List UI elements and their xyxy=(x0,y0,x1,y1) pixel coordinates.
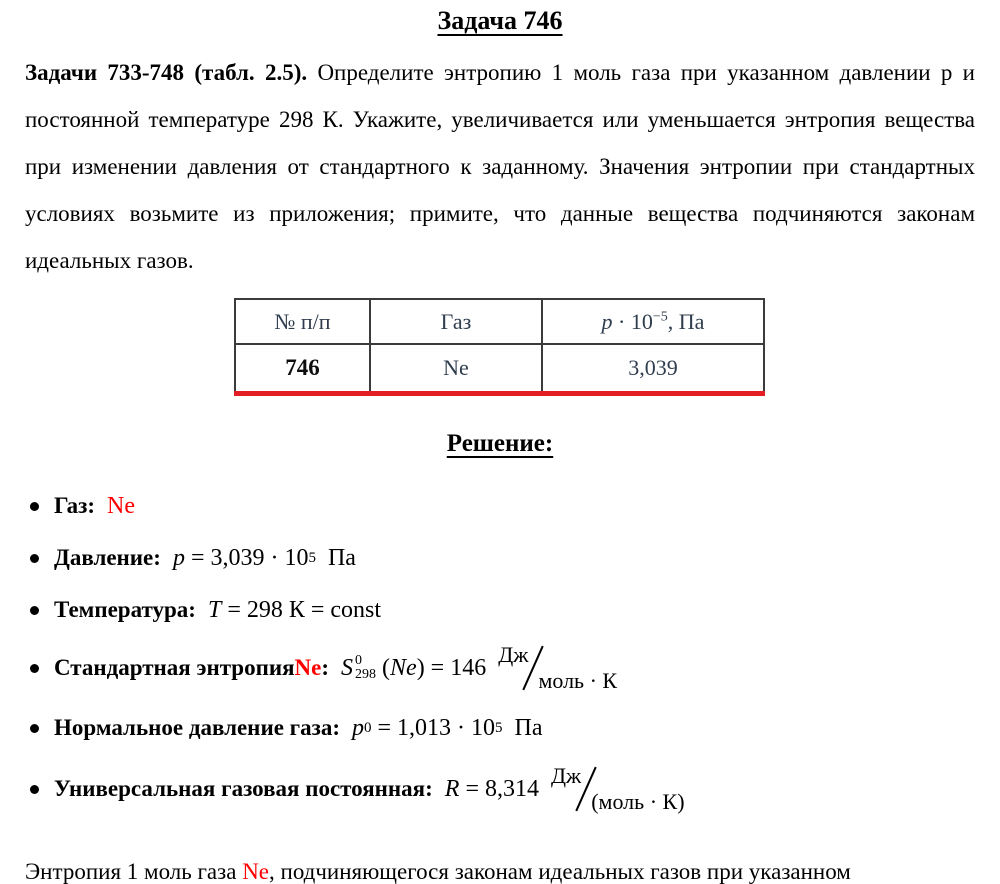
entropy-sub: 298 xyxy=(355,667,377,682)
entropy-colon: : xyxy=(321,655,330,680)
p-symbol: p xyxy=(172,544,185,571)
bullet-marker xyxy=(30,724,39,733)
normal-pressure-value: = 1,013 · 10 xyxy=(371,714,496,741)
footer-text-pre: Энтропия 1 моль газа xyxy=(25,859,243,884)
pressure-unit: , Па xyxy=(667,308,705,334)
p0-subscript: 0 xyxy=(364,719,372,736)
bullet-standard-entropy xyxy=(30,636,980,700)
solution-heading-text: Решение: xyxy=(446,430,554,457)
footer-gas: Ne xyxy=(242,859,270,884)
temperature-value: = 298 К = const xyxy=(221,596,382,623)
r-symbol: R xyxy=(444,775,460,802)
p0-symbol: p xyxy=(352,714,364,741)
table-data-row xyxy=(235,344,764,391)
pressure-unit: Па xyxy=(315,544,356,571)
temperature-formula xyxy=(208,597,381,624)
normal-pressure-label: Нормальное давление газа: xyxy=(54,715,340,740)
gas-constant-value: = 8,314 xyxy=(459,775,539,802)
entropy-formula xyxy=(341,644,617,692)
problem-statement xyxy=(25,49,975,284)
table-header-number: № п/п xyxy=(235,299,370,344)
page-title xyxy=(0,6,1000,36)
red-underline xyxy=(234,391,765,396)
entropy-supsub xyxy=(355,654,376,682)
fraction-numerator: Дж xyxy=(498,642,529,667)
entropy-unit-fraction xyxy=(498,644,617,692)
paren-open: ( xyxy=(382,654,391,681)
bullet-normal-pressure xyxy=(30,700,980,756)
pressure-factor: · 10 xyxy=(612,308,653,334)
solution-heading xyxy=(0,430,1000,458)
bullet-marker xyxy=(30,554,39,563)
footer-paragraph xyxy=(25,860,995,883)
gas-constant-label: Универсальная газовая постоянная: xyxy=(54,776,433,801)
bullet-marker xyxy=(30,664,39,673)
table-header-pressure xyxy=(542,299,764,344)
bullet-marker xyxy=(30,502,39,511)
table-header-gas: Газ xyxy=(370,299,542,344)
solution-bullets xyxy=(30,480,980,822)
bullet-marker xyxy=(30,785,39,794)
entropy-gas: Ne xyxy=(294,655,322,680)
bullet-marker xyxy=(30,606,39,615)
pressure-value: = 3,039 · 10 xyxy=(184,544,309,571)
gas-constant-unit-fraction xyxy=(551,765,685,813)
pressure-formula xyxy=(173,545,356,572)
bullet-pressure xyxy=(30,532,980,584)
table-cell-pressure: 3,039 xyxy=(542,344,764,391)
page-title-text: Задача 746 xyxy=(437,6,563,35)
fraction-denominator: моль · К xyxy=(538,668,618,693)
fraction-denominator: (моль · К) xyxy=(591,789,685,814)
pressure-label: Давление: xyxy=(54,545,161,570)
problem-body: Определите энтропию 1 моль газа при указанном давлении р и постоянной температуре 298 К. Укажите, увеличивается или уменьшается энтропия вещества при изменении давления от стандартного к заданному. Значения энтропии при стандартных условиях возьмите из приложения; примите, что данные вещества подчиняются законам идеальных газов. xyxy=(25,60,975,273)
bullet-temperature xyxy=(30,584,980,636)
t-symbol: T xyxy=(207,596,222,623)
pressure-exponent: 5 xyxy=(308,549,316,566)
entropy-label: Стандартная энтропия xyxy=(54,655,295,680)
table-cell-number: 746 xyxy=(235,344,370,391)
normal-pressure-formula xyxy=(352,715,543,742)
normal-pressure-unit: Па xyxy=(502,714,543,741)
table-header-row xyxy=(235,299,764,344)
ne-symbol: Ne xyxy=(390,654,417,681)
bullet-gas xyxy=(30,480,980,532)
gas-constant-formula xyxy=(445,765,685,813)
s-symbol: S xyxy=(341,654,354,681)
temperature-label: Температура: xyxy=(54,597,196,622)
table-cell-gas: Ne xyxy=(370,344,542,391)
pressure-symbol: p xyxy=(601,308,613,334)
fraction-numerator: Дж xyxy=(551,763,582,788)
footer-text-post: , подчиняющегося законам идеальных газов при указанном xyxy=(269,859,851,884)
conditions-table-grid xyxy=(234,298,765,391)
entropy-value: ) = 146 xyxy=(416,654,487,681)
conditions-table xyxy=(234,298,765,396)
problem-lead: Задачи 733-748 (табл. 2.5). xyxy=(25,60,308,85)
entropy-sup: 0 xyxy=(355,653,363,668)
bullet-gas-constant xyxy=(30,756,980,822)
gas-label: Газ: xyxy=(54,493,96,518)
gas-value: Ne xyxy=(107,492,135,519)
pressure-exponent: −5 xyxy=(652,309,668,325)
normal-pressure-exponent: 5 xyxy=(495,719,503,736)
